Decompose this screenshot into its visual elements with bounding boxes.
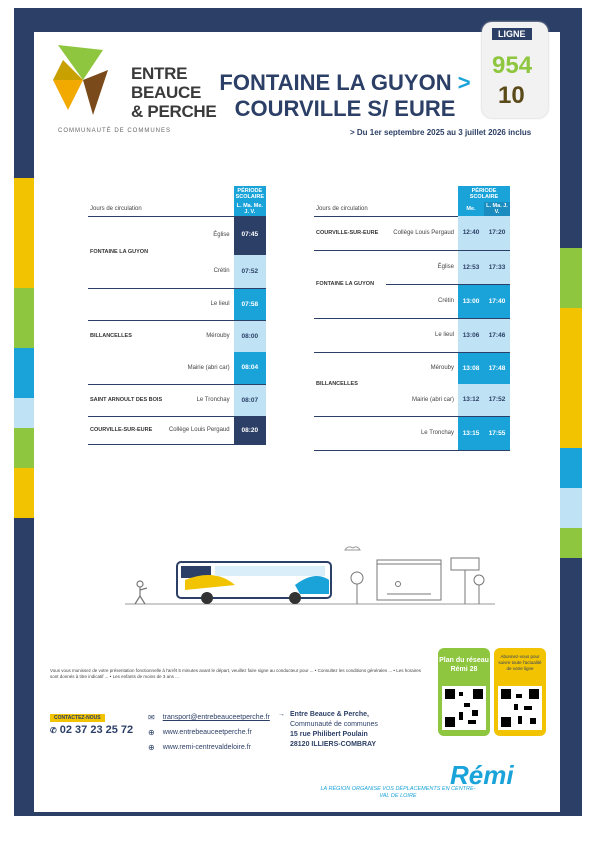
bus-icon xyxy=(177,562,331,604)
commune-name: COURVILLE-SUR-EURE xyxy=(88,416,166,444)
commune-name: BILLANCELLES xyxy=(314,352,386,416)
entre-beauce-perche-logo xyxy=(48,40,217,140)
phone-number[interactable] xyxy=(50,724,133,736)
right-stripe xyxy=(560,448,582,488)
logo-text: ENTRE BEAUCE & PERCHE xyxy=(131,64,217,121)
logo-shape-icon xyxy=(48,40,118,120)
line-number-954: 954 xyxy=(492,52,533,79)
stop-name: Mérouby xyxy=(430,365,454,372)
tree-icon xyxy=(351,572,363,604)
stop-name: Église xyxy=(386,250,458,284)
stop-name: Le lieul xyxy=(386,318,458,352)
email-link[interactable] xyxy=(148,710,270,725)
bus-stop-illustration xyxy=(125,540,495,610)
stop-name: Le Tronchay xyxy=(166,384,234,416)
days-header: L. Ma. Me. J. V. xyxy=(234,202,266,216)
qr-code-icon xyxy=(442,686,486,730)
time-cell: 07:52 xyxy=(234,254,266,288)
title-origin: FONTAINE LA GUYON xyxy=(219,70,452,95)
period-header: PÉRIODE SCOLAIRE xyxy=(235,188,265,200)
logo-subtitle: COMMUNAUTÉ DE COMMUNES xyxy=(58,128,171,134)
time-cell: 17:20 xyxy=(484,216,510,250)
days-label: Jours de circulation xyxy=(314,202,458,216)
email-text: transport@entrebeauceetperche.fr xyxy=(162,714,270,721)
phone-text: 02 37 23 25 72 xyxy=(59,724,134,736)
stop-name: Le Tronchay xyxy=(386,416,458,450)
stop-name: Crétin xyxy=(386,284,458,318)
contact-badge: CONTACTEZ-NOUS xyxy=(50,714,105,722)
commune-name: FONTAINE LA GUYON xyxy=(88,216,166,288)
left-stripe xyxy=(14,428,34,468)
email-icon: ✉ xyxy=(148,713,155,722)
address-line: 28120 ILLIERS-COMBRAY xyxy=(290,741,377,748)
remi-logo xyxy=(450,760,514,791)
time-cell: 17:55 xyxy=(484,416,510,450)
right-stripe xyxy=(560,308,582,448)
left-stripe xyxy=(14,348,34,398)
tree-icon xyxy=(474,575,484,604)
right-stripe xyxy=(560,528,582,558)
address-line: Communauté de communes xyxy=(290,721,378,728)
left-stripe xyxy=(14,398,34,428)
commune-name: BILLANCELLES xyxy=(90,333,132,340)
time-cell: 13:00 xyxy=(458,284,484,318)
commune-name: COURVILLE-SUR-EURE xyxy=(314,216,386,250)
stop-name: Mairie (abri car) xyxy=(166,352,234,384)
bus-shelter-icon xyxy=(377,560,441,600)
network-map-qr-block[interactable] xyxy=(438,648,490,736)
time-cell: 17:52 xyxy=(484,384,510,416)
right-stripe xyxy=(560,248,582,308)
globe-icon: ⊕ xyxy=(148,743,155,752)
subscribe-qr-block[interactable] xyxy=(494,648,546,736)
time-cell: 17:33 xyxy=(484,250,510,284)
time-cell: 17:40 xyxy=(484,284,510,318)
remi-logo-text: Rémi xyxy=(450,760,514,790)
line-label: LIGNE xyxy=(492,28,532,40)
contact-links xyxy=(148,710,270,755)
postal-address xyxy=(278,710,378,750)
time-cell: 13:06 xyxy=(458,318,484,352)
subscribe-label: Abonnez-vous pour suivre toute l'actualité de votre ligne xyxy=(498,654,542,671)
left-stripe xyxy=(14,468,34,518)
footer-notes: Vous vous munissez de votre présentation fonctionnelle à l'arrêt 5 minutes avant le départ, veuillez faire signe au conducteur pour ... • Consultez les conditions générales ... • Les horaires sont donnés à titre indicatif ... • Les enfants de moins de 3 ans ... xyxy=(50,668,421,679)
time-cell: 08:04 xyxy=(234,352,266,384)
qr-code-icon xyxy=(498,686,542,730)
stop-name: Crétin xyxy=(166,254,234,288)
stop-name: Mérouby xyxy=(206,333,230,340)
commune-name: SAINT ARNOULT DES BOIS xyxy=(88,384,166,416)
stop-name: Collège Louis Pergaud xyxy=(166,416,234,444)
globe-icon: ⊕ xyxy=(148,728,155,737)
title-destination: COURVILLE S/ EURE xyxy=(234,96,456,121)
time-cell: 07:58 xyxy=(234,288,266,320)
timetable-return xyxy=(314,186,510,451)
title-arrow: > xyxy=(457,70,471,95)
cloud-icon xyxy=(345,547,360,550)
time-cell: 13:12 xyxy=(458,384,484,416)
time-cell: 08:00 xyxy=(234,320,266,352)
time-cell: 08:07 xyxy=(234,384,266,416)
commune-name: FONTAINE LA GUYON xyxy=(314,250,386,318)
stop-name: Église xyxy=(213,232,230,239)
left-stripe xyxy=(14,288,34,348)
address-arrow-icon: → xyxy=(278,711,285,718)
bus-stop-sign-icon xyxy=(451,558,479,604)
timetable-outbound xyxy=(88,186,266,445)
remi-website-link[interactable] xyxy=(148,740,270,755)
time-cell: 13:08 xyxy=(458,352,484,384)
time-cell: 17:46 xyxy=(484,318,510,352)
days-header-wed: Me. xyxy=(458,202,484,216)
period-header: PÉRIODE SCOLAIRE xyxy=(458,186,510,202)
time-cell: 13:15 xyxy=(458,416,484,450)
days-label: Jours de circulation xyxy=(88,202,234,216)
line-number-10: 10 xyxy=(498,82,525,109)
time-cell: 07:45 xyxy=(234,216,266,254)
time-cell: 08:20 xyxy=(234,416,266,444)
stop-name: Mairie (abri car) xyxy=(386,384,458,416)
time-cell: 12:53 xyxy=(458,250,484,284)
stop-name: Collège Louis Pergaud xyxy=(386,216,458,250)
days-header-other: L. Ma. J. V. xyxy=(484,202,510,216)
phone-icon: ✆ xyxy=(50,726,57,735)
address-line: 15 rue Philibert Poulain xyxy=(290,731,368,738)
pedestrian-icon xyxy=(135,581,147,604)
route-title xyxy=(200,70,490,122)
time-cell: 12:40 xyxy=(458,216,484,250)
region-tagline: LA RÉGION ORGANISE VOS DÉPLACEMENTS EN CENTRE-VAL DE LOIRE xyxy=(320,786,476,799)
validity-dates: > Du 1er septembre 2025 au 3 juillet 2026 inclus xyxy=(350,128,532,137)
time-cell: 17:48 xyxy=(484,352,510,384)
stop-name: Le lieul xyxy=(166,288,234,320)
left-stripe xyxy=(14,178,34,288)
address-line: Entre Beauce & Perche, xyxy=(290,711,369,718)
website-link[interactable] xyxy=(148,725,270,740)
remi-website-text: www.remi-centrevaldeloire.fr xyxy=(162,744,252,751)
network-map-label: Plan du réseau Rémi 28 xyxy=(439,657,489,673)
website-text: www.entrebeauceetperche.fr xyxy=(162,729,252,736)
right-stripe xyxy=(560,488,582,528)
line-number-tag xyxy=(482,22,548,118)
